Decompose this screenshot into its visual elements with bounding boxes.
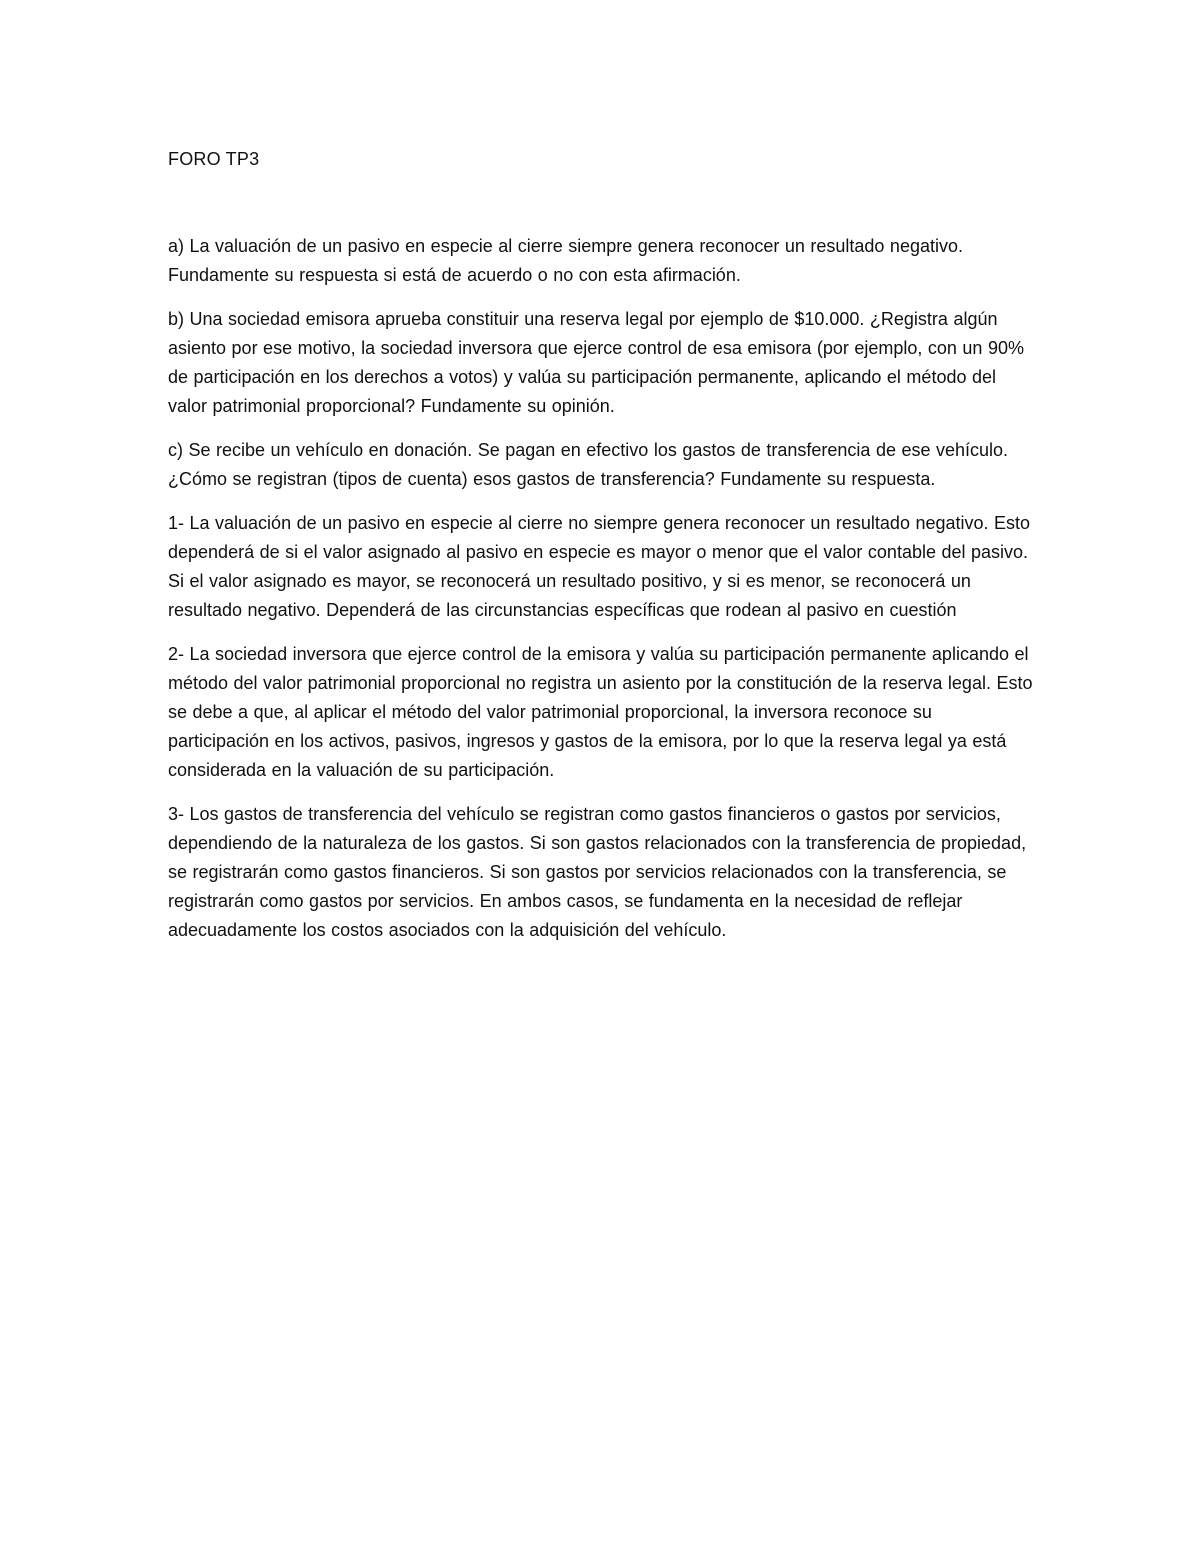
paragraph-answer-3: 3- Los gastos de transferencia del vehículo se registran como gastos financieros o gastos por servicios, dependiendo de la naturaleza de los gastos. Si son gastos relacionados con la transferencia de propiedad, se registrarán como gastos financieros. Si son gastos por servicios relacionados con la transferencia, se registrarán como gastos por servicios. En ambos casos, se fundamenta en la necesidad de reflejar adecuadamente los costos asociados con la adquisición del vehículo. xyxy=(168,804,1027,940)
paragraph-question-b: b) Una sociedad emisora aprueba constituir una reserva legal por ejemplo de $10.000. ¿Registra algún asiento por ese motivo, la sociedad inversora que ejerce control de esa emisora (por ejemplo, con un 90% de participación en los derechos a votos) y valúa su participación permanente, aplicando el método del valor patrimonial proporcional? Fundamente su opinión. xyxy=(168,309,1024,416)
paragraph-question-c: c) Se recibe un vehículo en donación. Se pagan en efectivo los gastos de transferencia de ese vehículo. ¿Cómo se registran (tipos de cuenta) esos gastos de transferencia? Fundamente su respuesta. xyxy=(168,440,1009,489)
paragraph-question-a: a) La valuación de un pasivo en especie al cierre siempre genera reconocer un resultado negativo. Fundamente su respuesta si está de acuerdo o no con esta afirmación. xyxy=(168,236,963,285)
paragraph-answer-2: 2- La sociedad inversora que ejerce control de la emisora y valúa su participación permanente aplicando el método del valor patrimonial proporcional no registra un asiento por la constitución de la reserva legal. Esto se debe a que, al aplicar el método del valor patrimonial proporcional, la inversora reconoce su participación en los activos, pasivos, ingresos y gastos de la emisora, por lo que la reserva legal ya está considerada en la valuación de su participación. xyxy=(168,644,1033,780)
page-title: FORO TP3 xyxy=(168,149,260,169)
paragraph-answer-1: 1- La valuación de un pasivo en especie al cierre no siempre genera reconocer un resultado negativo. Esto dependerá de si el valor asignado al pasivo en especie es mayor o menor que el valor contable del pasivo. Si el valor asignado es mayor, se reconocerá un resultado positivo, y si es menor, se reconocerá un resultado negativo. Dependerá de las circunstancias específicas que rodean al pasivo en cuestión xyxy=(168,513,1031,620)
